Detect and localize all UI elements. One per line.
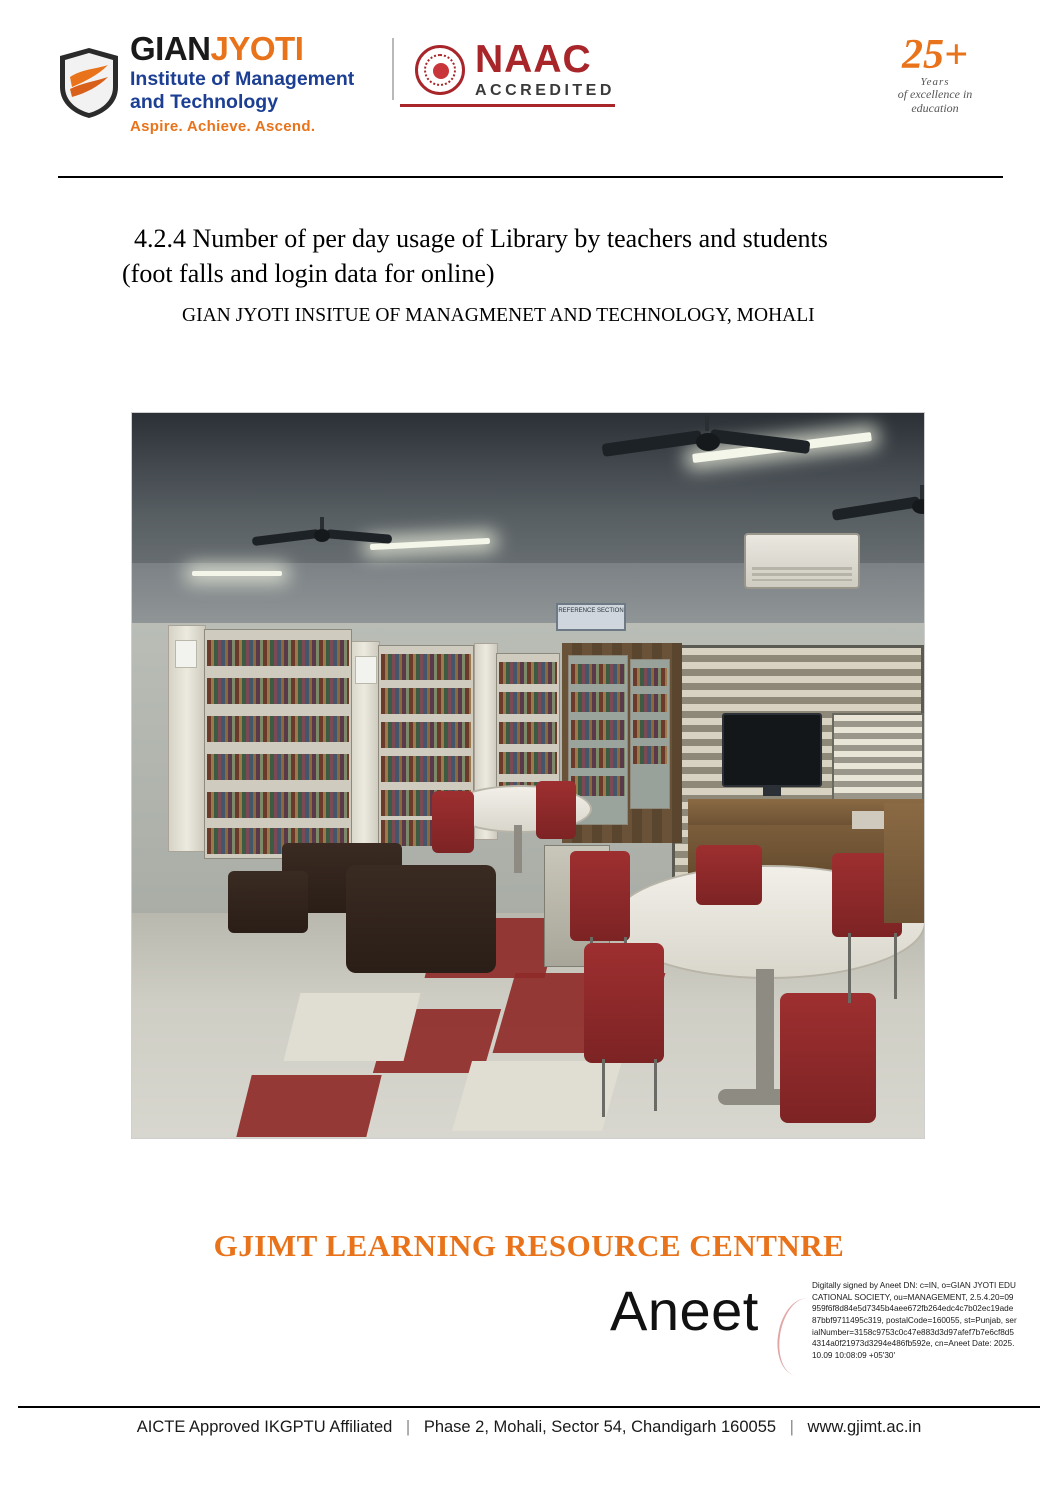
library-photo-content bbox=[132, 413, 924, 1138]
digital-signature bbox=[600, 1278, 1020, 1388]
air-conditioner bbox=[744, 533, 860, 589]
institute-name bbox=[130, 32, 354, 65]
table-leg bbox=[756, 969, 774, 1099]
institute-subtitle-line1: Institute of Management bbox=[130, 68, 355, 90]
page-title-line2: (foot falls and login data for online) bbox=[122, 258, 495, 288]
signature-name: Aneet bbox=[610, 1279, 759, 1342]
page-title-line1: 4.2.4 Number of per day usage of Library by teachers and students bbox=[134, 224, 828, 253]
bookshelf bbox=[630, 659, 670, 809]
header-rule bbox=[58, 176, 1003, 178]
pillar bbox=[168, 625, 206, 852]
institute-logo bbox=[58, 32, 354, 134]
footer-address: Phase 2, Mohali, Sector 54, Chandigarh 160055 bbox=[423, 1418, 777, 1436]
header-divider bbox=[392, 38, 394, 100]
ceiling-light bbox=[192, 571, 282, 576]
footer-rule bbox=[18, 1406, 1040, 1408]
ceiling-fan bbox=[602, 423, 812, 473]
reference-section-sign: REFERENCE SECTION bbox=[556, 603, 626, 631]
naac-accredited-label: ACCREDITED bbox=[475, 82, 615, 99]
institute-name-gian: GIAN bbox=[130, 30, 211, 67]
title-block bbox=[122, 222, 1002, 327]
bookshelf bbox=[204, 629, 352, 859]
page-header bbox=[0, 18, 1058, 148]
institute-subtitle-line2: and Technology bbox=[130, 91, 279, 113]
institute-tagline: Aspire. Achieve. Ascend. bbox=[130, 118, 316, 135]
naac-label: NAAC bbox=[475, 38, 592, 81]
red-chair bbox=[696, 845, 762, 905]
library-photo bbox=[131, 412, 925, 1139]
red-chair bbox=[536, 781, 576, 839]
signature-details: Digitally signed by Aneet DN: c=IN, o=GIAN JYOTI EDUCATIONAL SOCIETY, ou=MANAGEMENT, 2.5.4.20=09959f6f8d84e5d7345b4aee672fb264edc4c7b02ec19ade87bbf9711495c319, postalCode=160055, st=Punjab, serialNumber=3158c9753c0c47e883d3d97afef7b7e6cf8d54314a0f21973d3294e486fb592e, cn=Aneet Date: 2025.10.09 10:08:09 +05'30' bbox=[812, 1281, 1017, 1360]
footer-website[interactable]: www.gjimt.ac.in bbox=[807, 1418, 922, 1436]
ceiling-fan bbox=[252, 523, 392, 559]
footer-separator: | bbox=[789, 1418, 794, 1436]
badge-number: 25+ bbox=[902, 32, 968, 78]
red-chair bbox=[432, 791, 474, 853]
page-footer bbox=[0, 1418, 1058, 1437]
page-subtitle: GIAN JYOTI INSITUE OF MANAGMENET AND TECHNOLOGY, MOHALI bbox=[182, 305, 815, 327]
shield-icon bbox=[58, 47, 120, 119]
footer-separator: | bbox=[405, 1418, 411, 1436]
badge-excellence-line2: education bbox=[911, 100, 959, 115]
floor-tile-red bbox=[236, 1075, 381, 1137]
table-leg bbox=[514, 825, 522, 873]
pillar bbox=[348, 641, 380, 858]
naac-underline bbox=[400, 104, 615, 107]
institute-name-jyoti: JYOTI bbox=[210, 30, 304, 67]
sofa-chair bbox=[346, 865, 496, 973]
ceiling-fan bbox=[832, 491, 925, 537]
red-chair bbox=[780, 993, 876, 1123]
naac-seal-icon bbox=[415, 45, 465, 95]
badge-excellence-line1: of excellence in bbox=[897, 86, 973, 101]
anniversary-badge bbox=[880, 32, 990, 116]
side-desk bbox=[884, 803, 925, 923]
floor-tile-cream bbox=[452, 1061, 622, 1131]
naac-logo bbox=[415, 40, 615, 99]
monitor bbox=[722, 713, 822, 787]
floor-tile-cream bbox=[284, 993, 421, 1061]
learning-resource-heading: GJIMT LEARNING RESOURCE CENTNRE bbox=[213, 1228, 845, 1263]
red-chair bbox=[570, 851, 630, 941]
footer-accreditation: AICTE Approved IKGPTU Affiliated bbox=[136, 1418, 393, 1436]
badge-years: Years bbox=[920, 75, 950, 88]
sofa-chair bbox=[228, 871, 308, 933]
red-chair bbox=[584, 943, 664, 1063]
